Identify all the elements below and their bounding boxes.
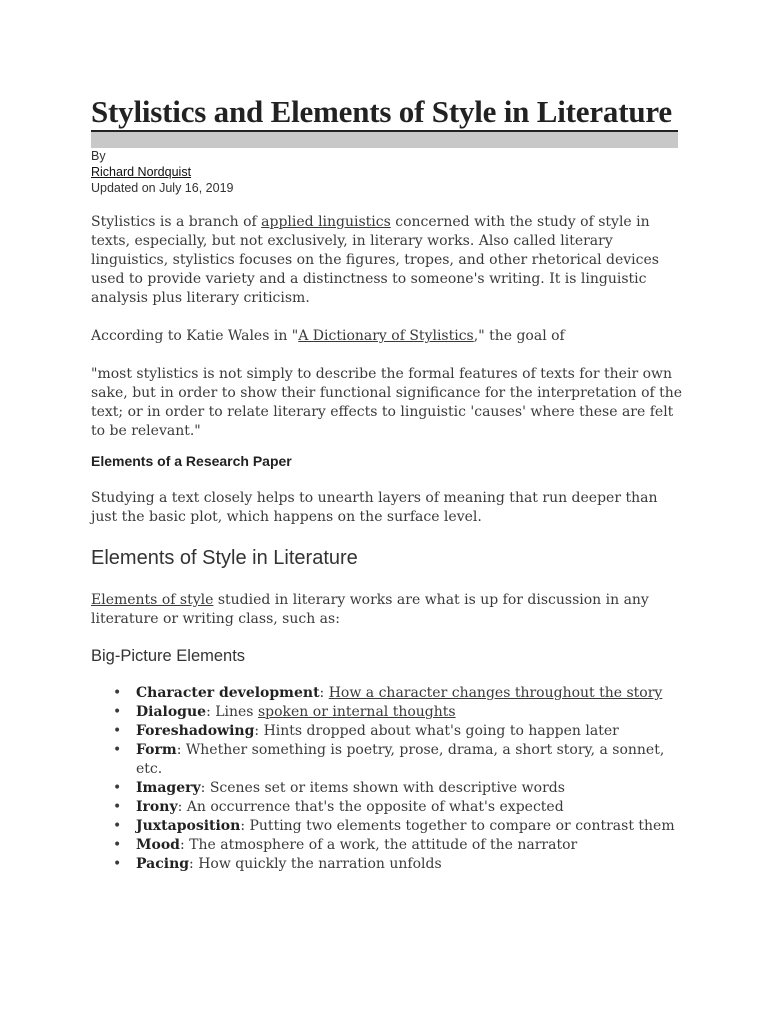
element-description: Lines [215, 704, 258, 720]
bullet-icon: • [113, 799, 122, 815]
element-separator: : [254, 723, 264, 739]
elements-intro-text: studied in literary works are what is up for discussion in any literature or writing class, such as: [91, 592, 649, 627]
applied-linguistics-link[interactable]: applied linguistics [261, 214, 391, 230]
updated-date: Updated on July 16, 2019 [91, 181, 234, 195]
element-separator: : [177, 799, 187, 815]
bullet-icon: • [113, 818, 122, 834]
according-text: According to Katie Wales in " [91, 328, 299, 344]
elements-list [91, 684, 683, 874]
element-description: Whether something is poetry, prose, drama, a short story, a sonnet, etc. [136, 742, 665, 777]
title-rule [91, 130, 678, 148]
byline [91, 148, 233, 196]
element-separator: : [240, 818, 250, 834]
bullet-icon: • [113, 723, 122, 739]
element-separator: : [319, 685, 329, 701]
element-term: Imagery [136, 780, 201, 796]
quote-paragraph: "most stylistics is not simply to describe the formal features of texts for their own sake, but in order to show their functional significance for the interpretation of the text; or in order to relate literary effects to linguistic 'causes' where these are felt to be relevant." [91, 366, 683, 439]
section-heading: Elements of Style in Literature [91, 547, 358, 569]
element-separator: : [200, 780, 210, 796]
element-separator: : [206, 704, 216, 720]
list-item [91, 684, 683, 703]
author-link[interactable]: Richard Nordquist [91, 165, 192, 179]
research-paper-link[interactable]: Elements of a Research Paper [91, 453, 292, 469]
page-title: Stylistics and Elements of Style in Literature [91, 94, 672, 129]
element-term: Form [136, 742, 177, 758]
elements-intro-paragraph [91, 591, 683, 629]
list-item [91, 703, 683, 722]
element-term: Juxtaposition [136, 818, 241, 834]
bullet-icon: • [113, 837, 122, 853]
subheading: Big-Picture Elements [91, 647, 246, 665]
list-item [91, 836, 683, 855]
intro-text-cont: concerned with the study of style in texts, especially, but not exclusively, in literary works. Also called literary linguistics, stylistics focuses on the figures, tropes, and other rhetorical devices used to provide variety and a distinctness to someone's writing. It is linguistic analysis plus literary criticism. [91, 214, 659, 306]
element-term: Foreshadowing [136, 723, 255, 739]
element-description: An occurrence that's the opposite of what's expected [186, 799, 564, 815]
dictionary-of-stylistics-link[interactable]: A Dictionary of Stylistics [298, 328, 474, 344]
bullet-icon: • [113, 742, 122, 758]
element-description-link[interactable]: spoken or internal thoughts [257, 704, 456, 720]
bullet-icon: • [113, 685, 122, 701]
intro-paragraph [91, 213, 683, 308]
element-description: How quickly the narration unfolds [198, 856, 442, 872]
bullet-icon: • [113, 856, 122, 872]
bullet-icon: • [113, 780, 122, 796]
list-item [91, 779, 683, 798]
element-separator: : [179, 837, 190, 853]
element-separator: : [176, 742, 186, 758]
element-description: Hints dropped about what's going to happen later [263, 723, 619, 739]
bullet-icon: • [113, 704, 122, 720]
according-text-cont: ," the goal of [473, 328, 565, 344]
by-label: By [91, 149, 106, 163]
list-item [91, 855, 683, 874]
element-term: Dialogue [136, 704, 207, 720]
element-term: Mood [136, 837, 180, 853]
element-description: The atmosphere of a work, the attitude of the narrator [189, 837, 578, 853]
element-term: Character development [136, 685, 320, 701]
element-description-link[interactable]: How a character changes throughout the story [328, 685, 663, 701]
list-item [91, 722, 683, 741]
intro-text: Stylistics is a branch of [91, 214, 262, 230]
studying-paragraph: Studying a text closely helps to unearth layers of meaning that run deeper than just the basic plot, which happens on the surface level. [91, 490, 658, 525]
element-description: Putting two elements together to compare or contrast them [249, 818, 675, 834]
list-item [91, 798, 683, 817]
elements-of-style-link[interactable]: Elements of style [91, 592, 214, 608]
according-paragraph [91, 327, 683, 346]
list-item [91, 741, 683, 779]
list-item [91, 817, 683, 836]
element-term: Pacing [136, 856, 190, 872]
element-separator: : [189, 856, 199, 872]
element-term: Irony [136, 799, 178, 815]
element-description: Scenes set or items shown with descriptive words [209, 780, 565, 796]
